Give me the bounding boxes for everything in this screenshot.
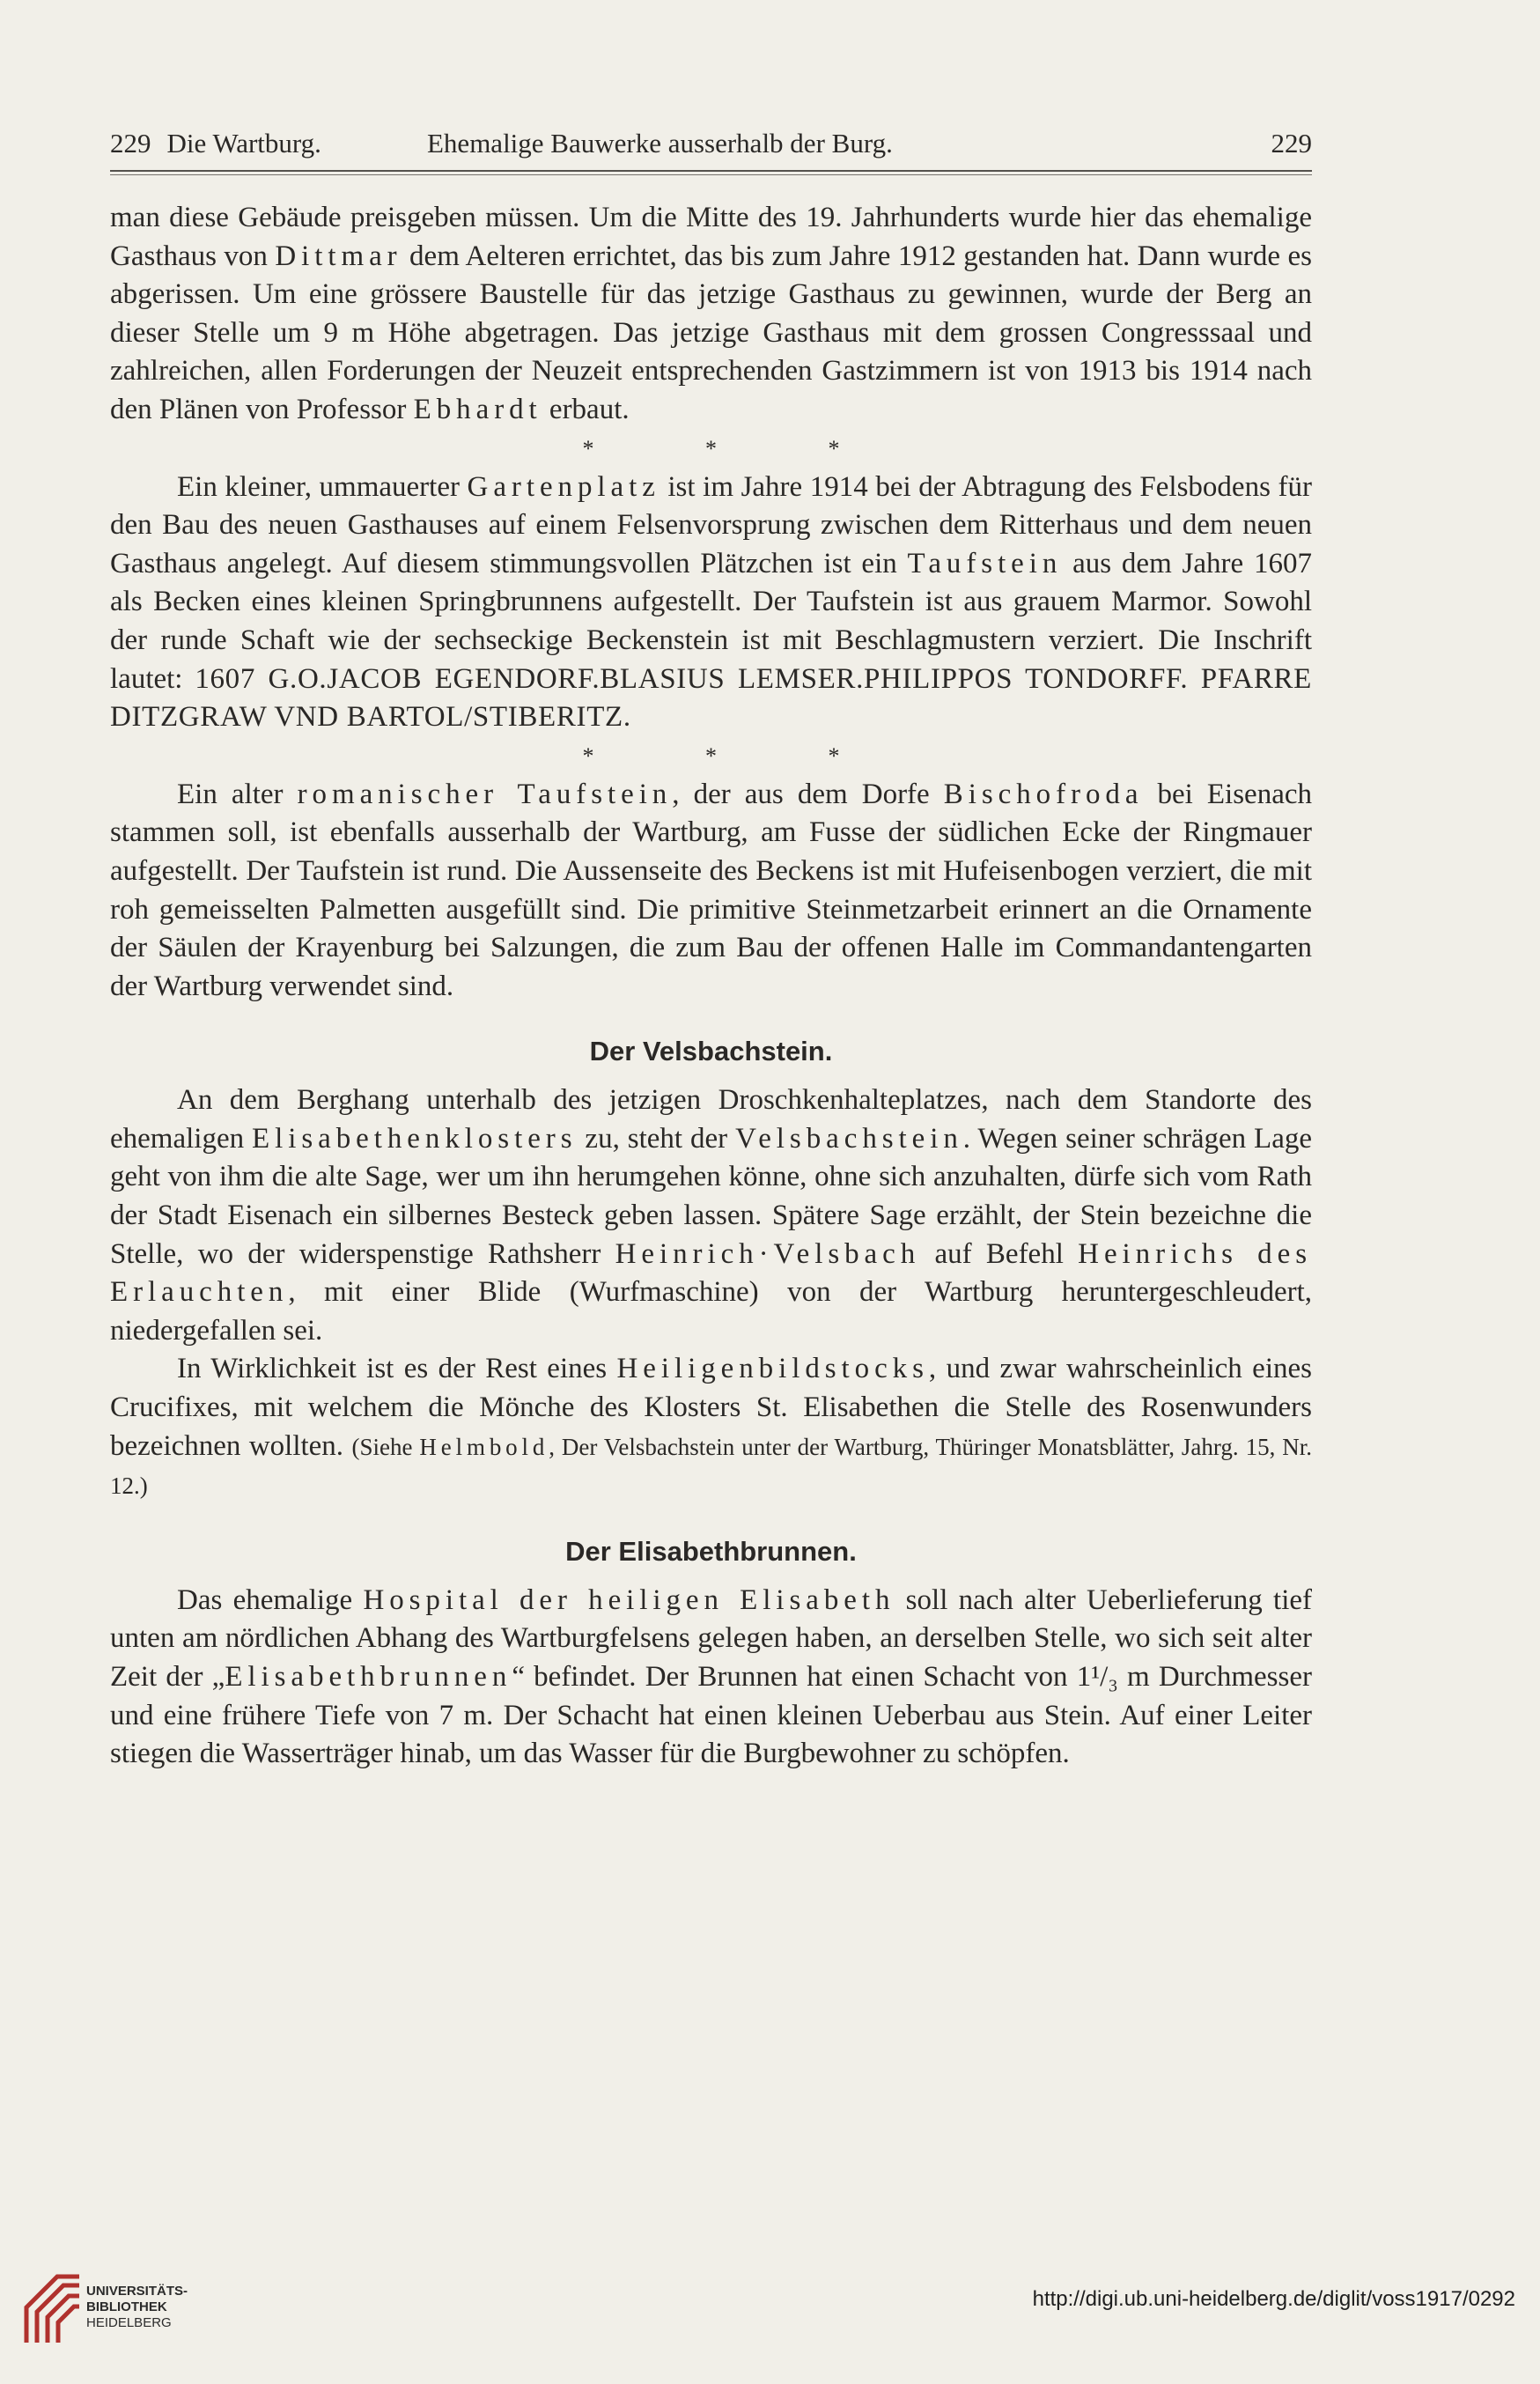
text: erbaut. bbox=[542, 393, 630, 425]
text: soll nach alter Ueberlieferung tief unten am nördlichen Abhang des Wartburgfelsens gelegen haben, an derselben Stelle, wo sich seit alter Zeit der „ bbox=[110, 1583, 1313, 1693]
header-left bbox=[110, 128, 337, 159]
spaced-term: Taufstein bbox=[907, 547, 1063, 579]
library-name bbox=[86, 2284, 188, 2331]
section-heading-velsbachstein: Der Velsbachstein. bbox=[589, 1036, 833, 1067]
spaced-name: Heinrich·Velsbach bbox=[615, 1237, 921, 1270]
spaced-place: Bischofroda bbox=[943, 778, 1144, 810]
spaced-term: Heiligenbildstocks bbox=[616, 1353, 929, 1385]
page-body bbox=[110, 199, 1312, 1774]
paragraph-4 bbox=[110, 1081, 1312, 1350]
text: Ein alter bbox=[177, 778, 298, 810]
inscription-text: 1607 G.O.JACOB EGENDORF.BLASIUS LEMSER.PHILIPPOS TONDORFF. PFARRE DITZGRAW VND BARTOL/STIBERITZ. bbox=[110, 662, 1313, 734]
text: aus dem Jahre 1607 als Becken eines kleinen Springbrunnens aufgestellt. Der Taufstein ist aus grauem Marmor. Sowohl der runde Schaft wie der sechseckige Beckenstein ist mit Beschlagmustern verziert. Die Inschrift lautet: bbox=[110, 547, 1312, 695]
library-name-line: BIBLIOTHEK bbox=[86, 2299, 167, 2314]
header-title: Die Wartburg. bbox=[166, 128, 321, 159]
library-name-line: UNIVERSITÄTS- bbox=[86, 2284, 188, 2299]
paragraph-2 bbox=[110, 469, 1312, 737]
text: man diese Gebäude preisgeben müssen. Um die Mitte des 19. Jahrhunderts wurde hier das ehemalige Gasthaus von bbox=[110, 202, 1312, 272]
page-number-left: 229 bbox=[110, 128, 151, 159]
paragraph-6 bbox=[110, 1582, 1312, 1774]
spaced-term: Hospital der heiligen Elisabeth bbox=[363, 1583, 895, 1616]
text: An dem Berghang unterhalb des jetzigen Droschkenhalteplatzes, nach dem Standorte des ehemaligen bbox=[110, 1084, 1312, 1155]
spaced-term: Velsbachstein bbox=[735, 1122, 963, 1155]
text: , mit einer Blide (Wurfmaschine) von der Wartburg heruntergeschleudert, niedergefallen sei. bbox=[110, 1276, 1312, 1347]
text: . Wegen seiner schrägen Lage geht von ihm die alte Sage, wer um ihn herumgehen könne, ohne sich anzuhalten, dürfe sich vom Rath der Stadt Eisenach ein silbernes Besteck geben lassen. Spätere Sage erzählt, der Stein bezeichne die Stelle, wo der widerspenstige Rathsherr bbox=[110, 1122, 1312, 1270]
text: Ein kleiner, ummauerter bbox=[177, 470, 468, 503]
section-heading-elisabethbrunnen: Der Elisabethbrunnen. bbox=[565, 1535, 857, 1567]
header-section-title: Ehemalige Bauwerke ausserhalb der Burg. bbox=[427, 128, 893, 159]
text: , der aus dem Dorfe bbox=[672, 778, 944, 810]
paragraph-1 bbox=[110, 199, 1312, 430]
text: In Wirklichkeit ist es der Rest eines bbox=[177, 1353, 617, 1385]
text: , Der Velsbachstein unter der Wartburg, Thüringer Monatsblätter, Jahrg. 15, Nr. 12.) bbox=[110, 1433, 1313, 1500]
text: auf Befehl bbox=[920, 1237, 1079, 1270]
header-rule-thin bbox=[110, 174, 1312, 175]
spaced-name: Dittmar bbox=[275, 240, 402, 272]
text: “ befindet. Der Brunnen hat einen Schacht von 1¹/₃ m Durchmesser und eine frühere Tiefe von 7 m. Der Schacht hat einen kleinen Ueberbau aus Stein. Auf einer Leiter stiegen die Wasserträger hinab, um das Wasser für die Burgbewohner zu schöpfen. bbox=[110, 1661, 1312, 1770]
text: dem Aelteren errichtet, das bis zum Jahre 1912 gestanden hat. Dann wurde es abgerissen. Um eine grössere Baustelle für das jetzige Gasthaus zu gewinnen, wurde der Berg an dieser Stelle um 9 m Höhe abgetragen. Das jetzige Gasthaus mit dem grossen Congresssaal und zahlreichen, allen Forderungen der Neuzeit entsprechenden Gastzimmern ist von 1913 bis 1914 nach den Plänen von Professor bbox=[110, 240, 1312, 425]
source-url-link[interactable]: http://digi.ub.uni-heidelberg.de/diglit/voss1917/0292 bbox=[1032, 2287, 1515, 2311]
spaced-term: Gartenplatz bbox=[467, 470, 660, 503]
library-name-line: HEIDELBERG bbox=[86, 2315, 172, 2330]
spaced-name: Heinrichs des Erlauchten bbox=[110, 1237, 1312, 1309]
spaced-term: Elisabethbrunnen bbox=[225, 1661, 512, 1693]
separator-stars: * * * bbox=[582, 435, 893, 461]
separator-stars: * * * bbox=[582, 742, 893, 769]
text: (Siehe bbox=[351, 1433, 420, 1460]
paragraph-5 bbox=[110, 1350, 1312, 1505]
running-header bbox=[110, 128, 1312, 159]
spaced-name: Ebhardt bbox=[413, 393, 542, 425]
header-rule bbox=[110, 170, 1312, 172]
spaced-term: Elisabethenklosters bbox=[252, 1122, 578, 1155]
text: zu, steht der bbox=[577, 1122, 736, 1155]
paragraph-3 bbox=[110, 776, 1312, 1007]
text: ist im Jahre 1914 bei der Abtragung des Felsbodens für den Bau des neuen Gasthauses auf einem Felsenvorsprung zwischen dem Ritterhaus und dem neuen Gasthaus angelegt. Auf diesem stimmungsvollen Plätzchen ist ein bbox=[110, 470, 1312, 579]
text: Das ehemalige bbox=[177, 1583, 364, 1616]
text: , und zwar wahrscheinlich eines Crucifixes, mit welchem die Mönche des Klosters St. Elisabethen die Stelle des Rosenwunders bezeichnen wollten. bbox=[110, 1353, 1312, 1462]
page-number-right: 229 bbox=[1271, 128, 1312, 159]
spaced-name: Helmbold bbox=[419, 1433, 549, 1460]
text: bei Eisenach stammen soll, ist ebenfalls ausserhalb der Wartburg, am Fusse der südlichen Ecke der Ringmauer aufgestellt. Der Taufstein ist rund. Die Aussenseite des Beckens ist mit Hufeisenbogen verziert, die mit roh gemeisselten Palmetten ausgefüllt sind. Die primitive Steinmetzarbeit erinnert an die Ornamente der Säulen der Krayenburg bei Salzungen, die zum Bau der offenen Halle im Commandantengarten der Wartburg verwendet sind. bbox=[110, 778, 1312, 1002]
spaced-term: romanischer Taufstein bbox=[297, 778, 673, 810]
